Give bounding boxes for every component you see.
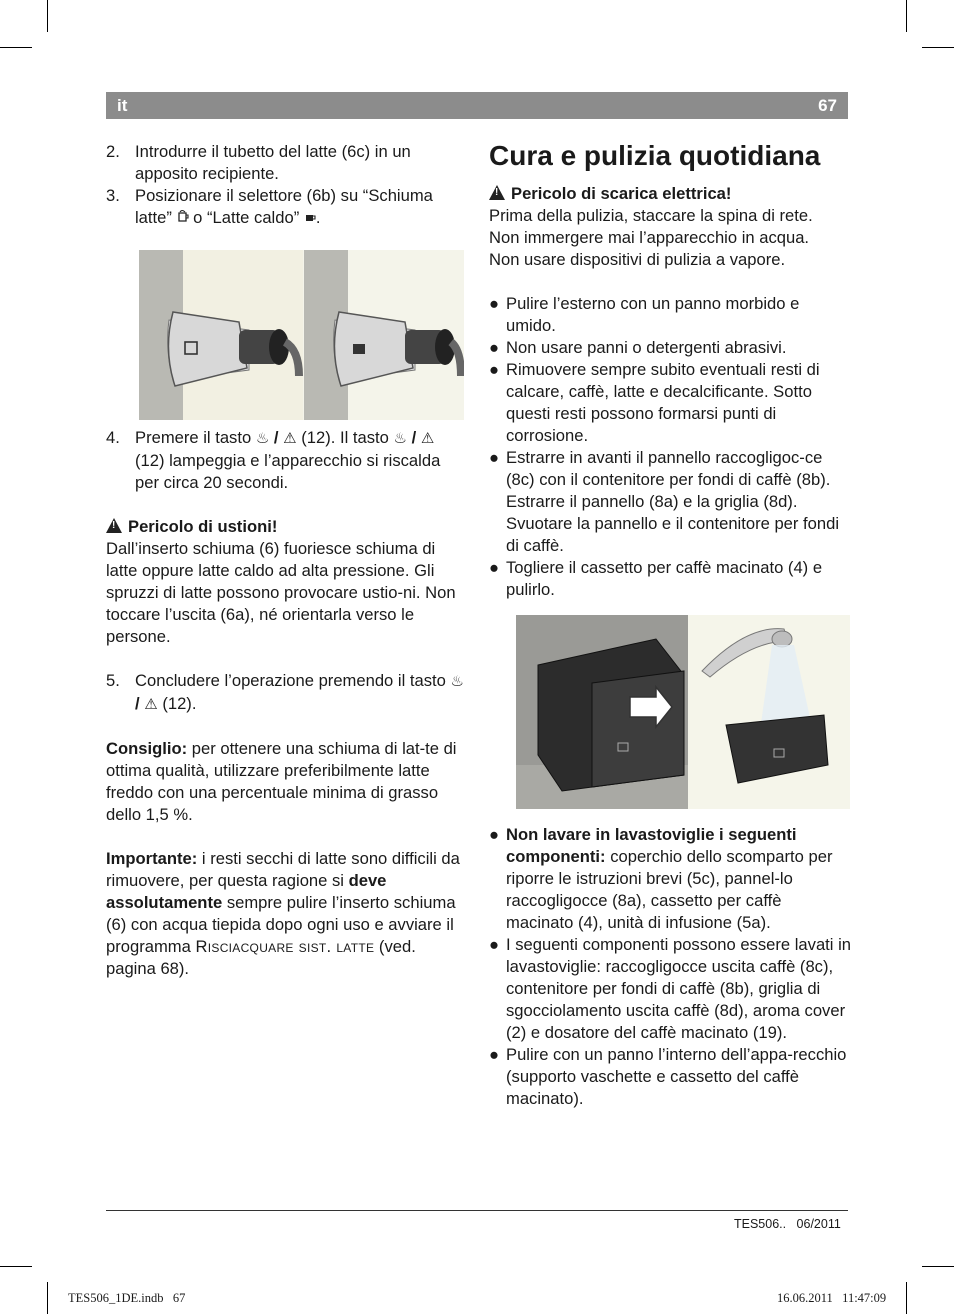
left-column-top — [106, 141, 468, 230]
warning-triangle-icon — [106, 518, 122, 533]
left-column-bottom — [106, 427, 468, 980]
tip-paragraph: Consiglio: per ottenere una schiuma di lat-te di ottima qualità, utilizzare preferibilmente latte freddo con una percentuale minima di grasso dello 1,5 %. — [106, 739, 457, 824]
crop-mark — [47, 0, 48, 32]
crop-mark — [0, 47, 32, 48]
frother-selector-illustration — [139, 250, 464, 420]
page-header-bar — [106, 92, 848, 119]
step-5: 5. Concludere l’operazione premendo il tasto ♨ / ⚠ (12). — [106, 670, 468, 716]
hot-milk-cup-icon — [304, 208, 316, 230]
print-file-info: TES506_1DE.indb 67 — [68, 1291, 186, 1305]
crop-mark — [922, 47, 954, 48]
right-column-bottom — [489, 824, 851, 1110]
print-timestamp: 16.06.2011 11:47:09 — [777, 1291, 887, 1305]
electric-warning-title: !Pericolo di scarica elettrica! — [489, 183, 851, 205]
crop-mark — [0, 1266, 32, 1267]
list-item: ● Pulire con un panno l’interno dell’appa-recchio (supporto vaschette e cassetto del caffè macinato). — [489, 1045, 847, 1108]
section-title: Cura e pulizia quotidiana — [489, 140, 821, 171]
language-code: it — [117, 96, 128, 115]
list-item: ● Non usare panni o detergenti abrasivi. — [489, 338, 787, 357]
list-item: ● Pulire l’esterno con un panno morbido e umido. — [489, 294, 800, 335]
crop-mark — [906, 0, 907, 32]
list-item: ● Togliere il cassetto per caffè macinato (4) e pulirlo. — [489, 558, 823, 599]
hot-steam-warning-icon: ⚠ — [420, 430, 435, 447]
footer-model: TES506.. 06/2011 — [734, 1217, 841, 1231]
program-name: Risciacquare sist. latte — [195, 937, 375, 956]
drawer-cleaning-illustration — [516, 615, 850, 809]
footer-rule — [106, 1210, 848, 1211]
crop-mark — [906, 1282, 907, 1314]
burn-warning-title: !Pericolo di ustioni! — [106, 516, 468, 538]
hot-steam-warning-icon: ⚠ — [283, 430, 297, 447]
list-item: ● Rimuovere sempre subito eventuali resti di calcare, caffè, latte e decalcificante. Sotto questi resti possono formarsi punti di corrosione. — [489, 360, 820, 445]
electric-warning-line: Prima della pulizia, staccare la spina di rete. — [489, 206, 813, 225]
page-number: 67 — [818, 96, 837, 115]
steam-icon: ♨ — [393, 430, 407, 447]
burn-warning-body: Dall’inserto schiuma (6) fuoriesce schiuma di latte oppure latte caldo ad alta pressione. Gli spruzzi di latte possono provocare ustio-ni. Non toccare l’uscita (6a), né orientarla verso le persone. — [106, 539, 456, 646]
steam-icon: ♨ — [255, 430, 270, 447]
list-item: ● I seguenti componenti possono essere lavati in lavastoviglie: raccogligocce uscita caffè (8c), contenitore per fondi di caffè (8b), griglia di sgocciolamento uscita caffè (8d), aroma cover (2) e dosatore del caffè macinato (19). — [489, 935, 851, 1042]
important-paragraph: Importante: i resti secchi di latte sono difficili da rimuovere, per questa ragione si deve assolutamente sempre pulire l’inserto schiuma (6) con acqua tiepida dopo ogni uso e avviare il programma Risciacquare sist. latte (ved. pagina 68). — [106, 849, 460, 978]
warning-triangle-icon — [489, 185, 505, 200]
right-column-top — [489, 139, 851, 601]
milk-foam-cup-icon — [177, 208, 189, 230]
step-3: 3. Posizionare il selettore (6b) su “Schiuma latte” o “Latte caldo” . — [106, 185, 468, 230]
hot-steam-warning-icon: ⚠ — [144, 696, 158, 713]
step-4: 4. Premere il tasto ♨ / ⚠ (12). Il tasto ♨ / ⚠ (12) lampeggia e l’apparecchio si riscalda per circa 20 secondi. — [106, 428, 441, 492]
crop-mark — [922, 1266, 954, 1267]
electric-warning-line: Non immergere mai l’apparecchio in acqua. — [489, 228, 810, 247]
steam-icon: ♨ — [450, 673, 464, 690]
electric-warning-line: Non usare dispositivi di pulizia a vapore. — [489, 250, 786, 269]
crop-mark — [47, 1282, 48, 1314]
list-item: ● Estrarre in avanti il pannello raccogligoc-ce (8c) con il contenitore per fondi di caffè (8b). Estrarre il pannello (8a) e la griglia (8d). Svuotare la pannello e il contenitore per fondi di caffè. — [489, 448, 840, 555]
list-item: ● Non lavare in lavastoviglie i seguenti componenti: coperchio dello scomparto per riporre le istruzioni brevi (5c), pannel-lo raccogligocce (8a), cassetto per caffè macinato (4), unità di infusione (5a). — [489, 825, 833, 932]
step-2: 2. Introdurre il tubetto del latte (6c) in un apposito recipiente. — [106, 142, 411, 183]
